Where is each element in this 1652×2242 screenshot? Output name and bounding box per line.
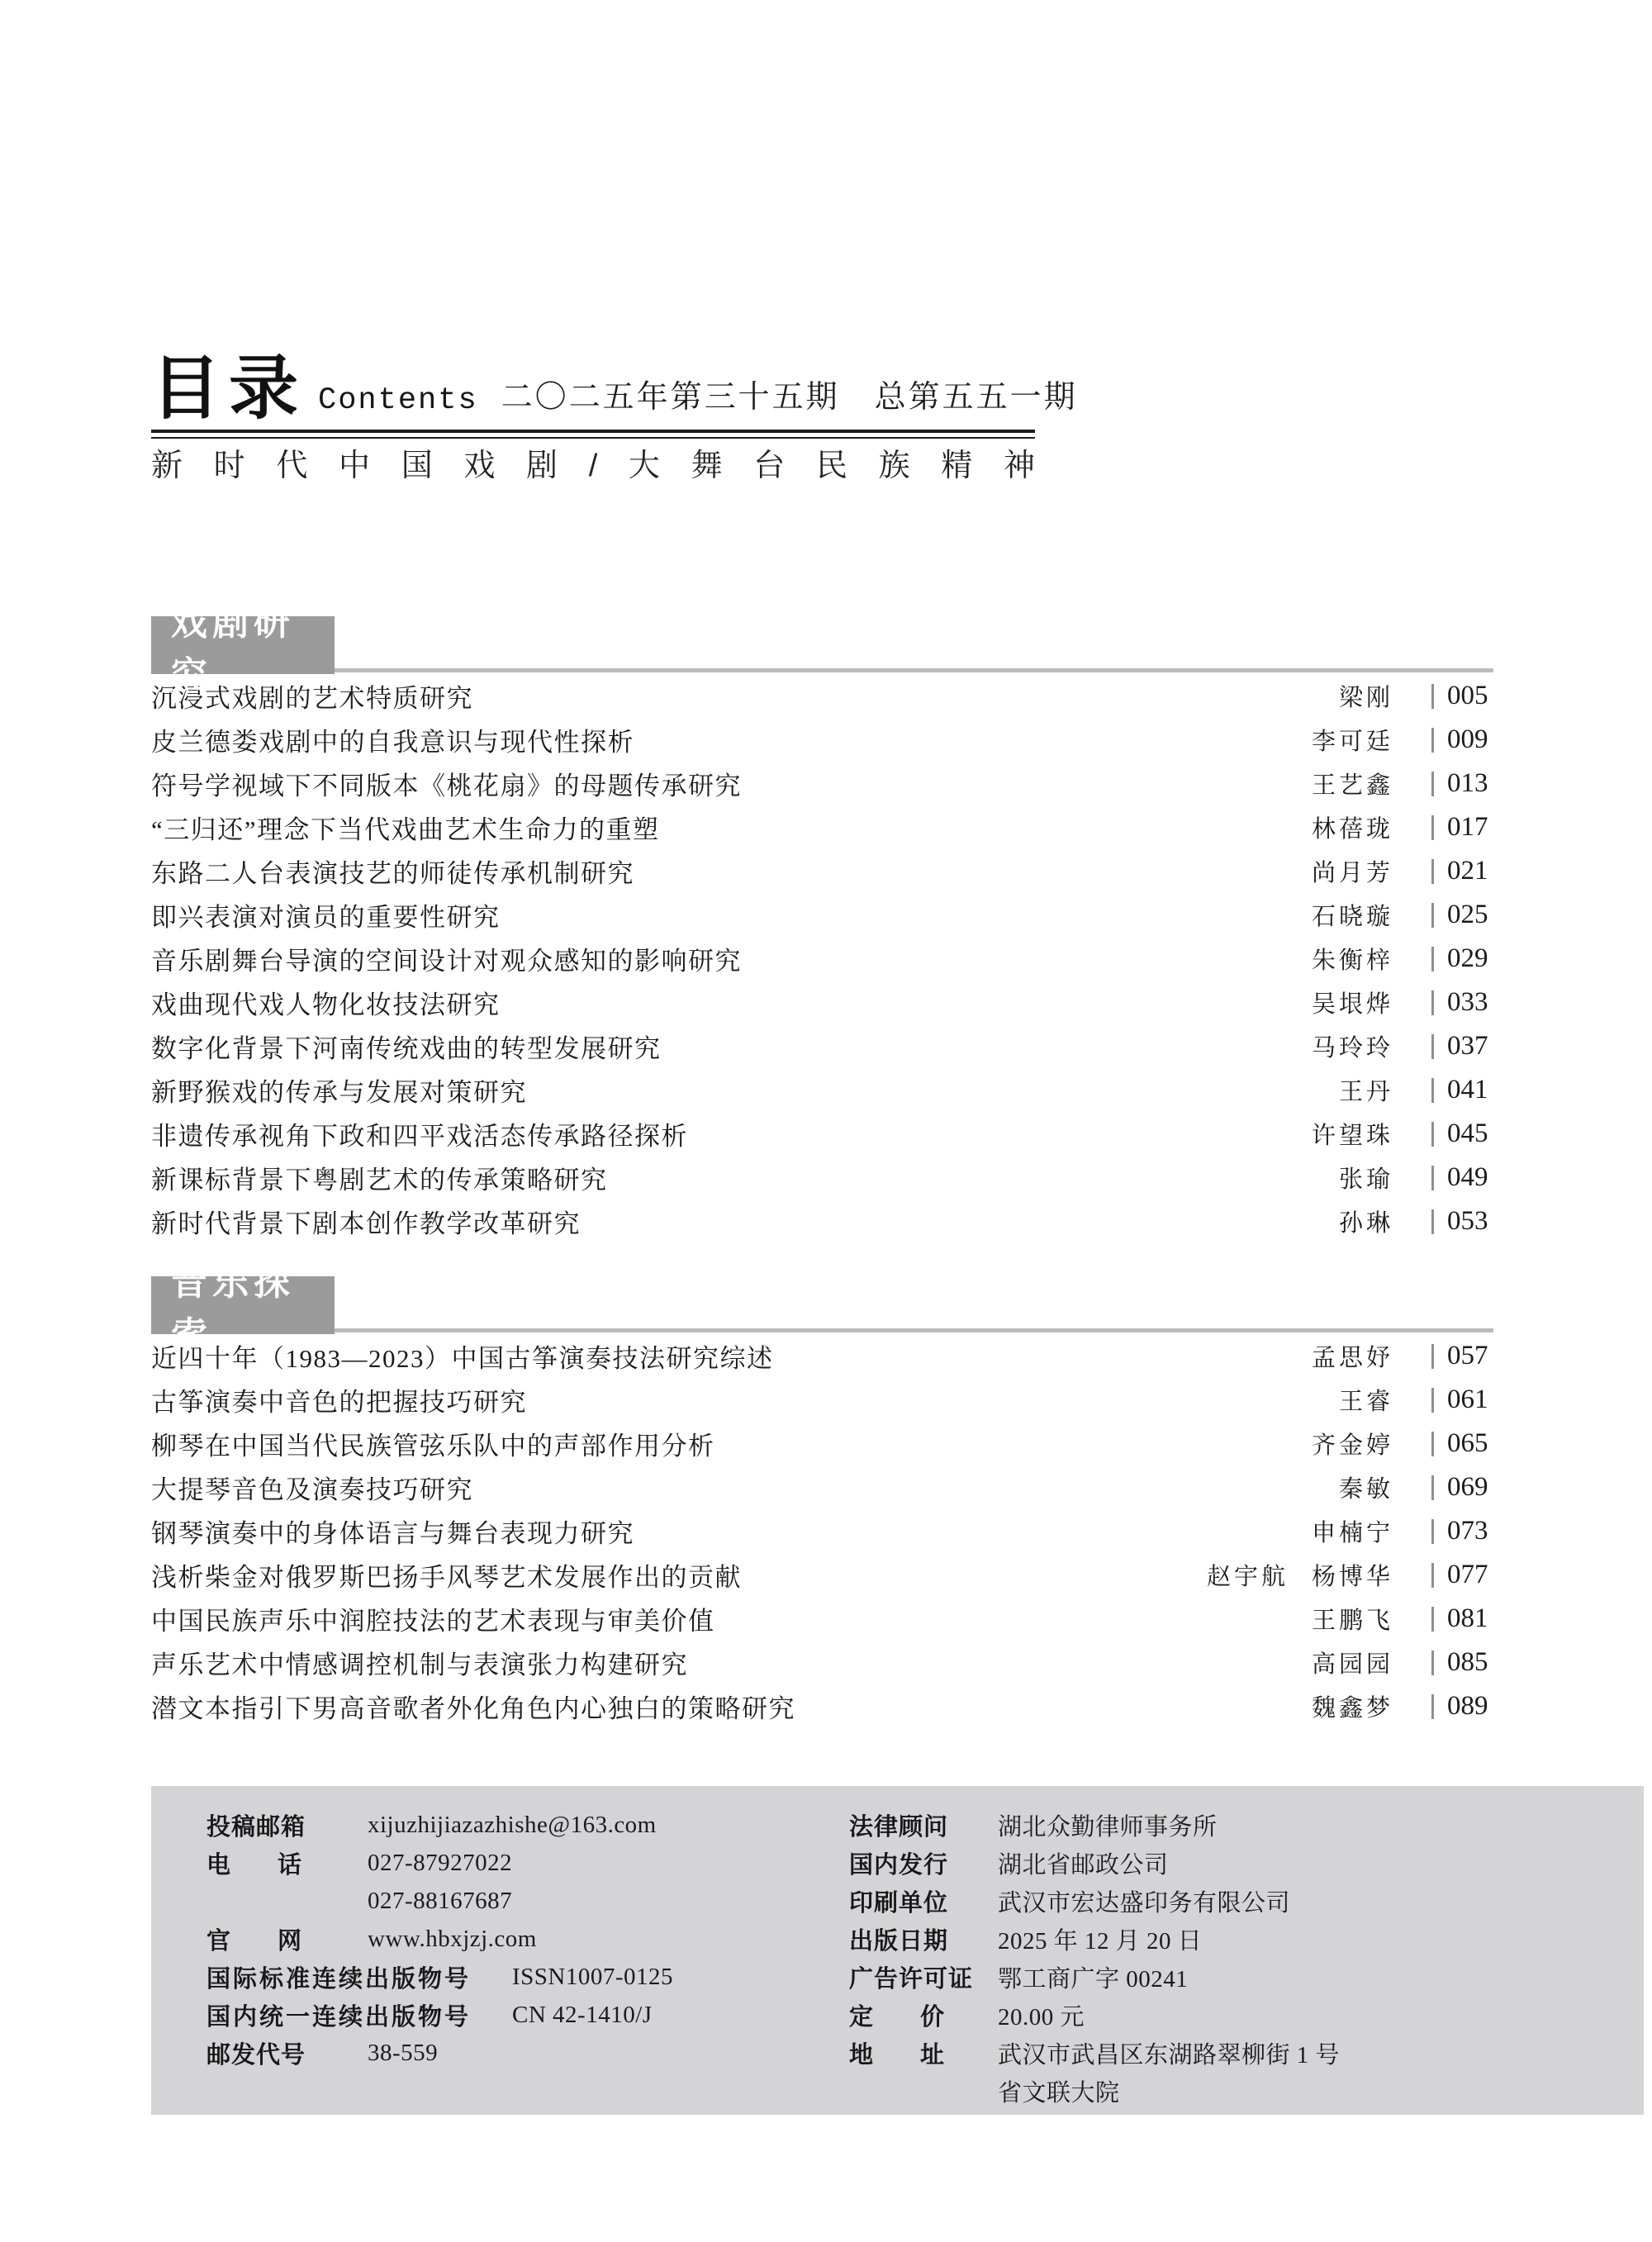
footer-row <box>849 1996 1593 2034</box>
article-row <box>151 1597 1493 1641</box>
article-row <box>151 1024 1493 1068</box>
footer-row <box>849 2072 1593 2110</box>
article-authors <box>1312 1602 1393 1636</box>
section-band-box <box>151 602 335 696</box>
section-band-line <box>151 1328 1493 1332</box>
page-number-divider <box>1431 815 1434 840</box>
subtitle-char: 神 <box>1003 449 1035 483</box>
article-authors <box>1312 1029 1393 1063</box>
article-page-number: 021 <box>1447 856 1488 886</box>
article-row <box>151 1422 1493 1465</box>
footer-label-justified <box>206 1846 302 1880</box>
article-row <box>151 674 1493 718</box>
page-number-divider <box>1431 1694 1434 1719</box>
subtitle-char: 民 <box>815 449 847 483</box>
author-name: 吴垠烨 <box>1311 991 1393 1018</box>
article-authors <box>1312 1427 1393 1461</box>
footer-value: ISSN1007-0125 <box>512 1963 674 1990</box>
footer-label-justified <box>206 1922 302 1956</box>
subtitle-char: 大 <box>628 449 660 483</box>
page-number-divider <box>1431 1651 1434 1675</box>
footer-row <box>849 1920 1593 1958</box>
footer-label: 投稿邮箱 <box>206 1813 306 1841</box>
article-page-number: 009 <box>1447 724 1488 754</box>
author-name: 孟思妤 <box>1311 1345 1393 1371</box>
footer-row <box>849 1806 1593 1844</box>
article-authors <box>1312 854 1393 888</box>
page-number-divider <box>1431 1432 1434 1456</box>
page-number-divider <box>1431 990 1434 1015</box>
footer-label-char: 网 <box>277 1927 302 1955</box>
author-name: 李可廷 <box>1311 729 1393 755</box>
author-name: 王丹 <box>1338 1079 1393 1105</box>
article-title: 潜文本指引下男高音歌者外化角色内心独白的策略研究 <box>151 1694 795 1723</box>
footer-label-char: 定 <box>849 2003 875 2031</box>
article-row <box>151 981 1493 1024</box>
publication-info-footer <box>151 1786 1644 2115</box>
page-subtitle <box>151 449 1035 484</box>
page-number-divider <box>1431 728 1434 753</box>
page-header <box>151 349 1078 427</box>
article-page-number: 029 <box>1447 943 1488 973</box>
footer-label-char: 官 <box>206 1927 232 1955</box>
article-page-number: 077 <box>1447 1560 1488 1589</box>
article-page-number: 081 <box>1447 1603 1488 1633</box>
footer-left-column <box>206 1806 818 2072</box>
page-number-divider <box>1431 947 1434 971</box>
article-authors <box>1312 942 1393 976</box>
footer-row <box>206 1806 818 1844</box>
footer-label <box>849 2036 998 2070</box>
article-row <box>151 1684 1493 1728</box>
author-name: 赵宇航 <box>1206 1564 1289 1590</box>
footer-label-char: 址 <box>919 2041 945 2069</box>
section-articles <box>151 1334 1493 1728</box>
volume-label: 总第五五一期 <box>874 379 1078 415</box>
header-double-rule <box>151 430 1035 439</box>
author-name: 林蓓珑 <box>1311 816 1393 843</box>
footer-label-justified <box>849 1998 945 2032</box>
footer-value: 武汉市宏达盛印务有限公司 <box>998 1889 1291 1917</box>
subtitle-char: 族 <box>878 449 910 483</box>
article-page-number: 041 <box>1447 1075 1488 1104</box>
footer-value: 027-88167687 <box>368 1887 513 1914</box>
article-title: 柳琴在中国当代民族管弦乐队中的声部作用分析 <box>151 1432 715 1461</box>
author-name: 王睿 <box>1338 1389 1393 1415</box>
page-number-divider <box>1431 1607 1434 1632</box>
article-title: 大提琴音色及演奏技巧研究 <box>151 1475 473 1504</box>
article-page-number: 053 <box>1447 1206 1488 1236</box>
article-title: 沉浸式戏剧的艺术特质研究 <box>151 684 473 713</box>
page-number-divider <box>1431 903 1434 928</box>
article-authors <box>1207 1558 1393 1592</box>
article-title: “三归还”理念下当代戏曲艺术生命力的重塑 <box>151 815 660 844</box>
footer-row <box>206 1996 818 2034</box>
article-authors <box>1312 810 1393 844</box>
footer-row <box>206 2034 818 2072</box>
footer-value: 湖北众勤律师事务所 <box>998 1813 1218 1841</box>
article-authors <box>1312 1514 1393 1548</box>
footer-label: 国际标准连续出版物号 <box>206 1965 472 1993</box>
footer-label <box>206 1922 368 1956</box>
author-name: 张瑜 <box>1338 1166 1393 1193</box>
subtitle-char: 代 <box>276 449 308 483</box>
article-title: 声乐艺术中情感调控机制与表演张力构建研究 <box>151 1651 688 1679</box>
subtitle-char: 戏 <box>463 449 496 483</box>
article-authors <box>1312 986 1393 1019</box>
author-name: 梁刚 <box>1338 685 1393 711</box>
footer-row <box>206 1958 818 1996</box>
footer-label: 广告许可证 <box>849 1965 974 1993</box>
page-number-divider <box>1431 1344 1434 1369</box>
page-number-divider <box>1431 1563 1434 1588</box>
article-row <box>151 937 1493 981</box>
article-row <box>151 1199 1493 1243</box>
author-name: 杨博华 <box>1311 1564 1393 1590</box>
subtitle-char: 新 <box>151 449 183 483</box>
article-authors <box>1339 1073 1393 1107</box>
footer-row <box>849 2034 1593 2072</box>
author-name: 孙琳 <box>1338 1210 1393 1237</box>
author-name: 尚月芳 <box>1311 860 1393 886</box>
article-row <box>151 1334 1493 1378</box>
subtitle-char: 国 <box>401 449 433 483</box>
footer-value: 38-559 <box>368 2039 439 2066</box>
footer-value: 027-87927022 <box>368 1849 513 1876</box>
article-row <box>151 1378 1493 1422</box>
article-authors <box>1312 1117 1393 1151</box>
subtitle-char: 精 <box>941 449 973 483</box>
subtitle-char: 时 <box>213 449 245 483</box>
section-band-box <box>151 1262 335 1356</box>
author-name: 王鹏飞 <box>1311 1608 1393 1634</box>
footer-label-char: 电 <box>206 1851 232 1879</box>
author-name: 王艺鑫 <box>1311 772 1393 799</box>
article-authors <box>1339 679 1393 713</box>
subtitle-char: 剧 <box>526 449 558 483</box>
article-page-number: 005 <box>1447 681 1488 710</box>
article-title: 新时代背景下剧本创作教学改革研究 <box>151 1209 581 1238</box>
article-page-number: 037 <box>1447 1031 1488 1061</box>
article-page-number: 017 <box>1447 812 1488 842</box>
footer-value: xijuzhijiazazhishe@163.com <box>368 1811 657 1838</box>
article-page-number: 073 <box>1447 1516 1488 1546</box>
author-name: 申楠宁 <box>1311 1520 1393 1546</box>
article-title: 新课标背景下粤剧艺术的传承策略研究 <box>151 1166 608 1195</box>
article-page-number: 013 <box>1447 768 1488 798</box>
page-number-divider <box>1431 1122 1434 1147</box>
footer-value: 20.00 元 <box>998 2003 1085 2031</box>
article-page-number: 065 <box>1447 1428 1488 1458</box>
article-title: 东路二人台表演技艺的师徒传承机制研究 <box>151 859 634 888</box>
article-title: 新野猴戏的传承与发展对策研究 <box>151 1078 527 1107</box>
section-articles <box>151 674 1493 1243</box>
article-row <box>151 1465 1493 1509</box>
footer-label: 邮发代号 <box>206 2041 306 2069</box>
article-row <box>151 1112 1493 1156</box>
article-authors <box>1312 1646 1393 1679</box>
article-row <box>151 718 1493 762</box>
page-number-divider <box>1431 1166 1434 1190</box>
article-title: 近四十年（1983—2023）中国古筝演奏技法研究综述 <box>151 1344 774 1373</box>
section-band-line <box>151 668 1493 672</box>
article-title: 皮兰德娄戏剧中的自我意识与现代性探析 <box>151 728 634 757</box>
article-page-number: 033 <box>1447 987 1488 1017</box>
page-number-divider <box>1431 1078 1434 1103</box>
article-page-number: 049 <box>1447 1162 1488 1192</box>
subtitle-char: 舞 <box>691 449 723 483</box>
author-name: 齐金婷 <box>1311 1432 1393 1459</box>
article-authors <box>1339 1161 1393 1195</box>
footer-row <box>206 1920 818 1958</box>
article-page-number: 089 <box>1447 1691 1488 1721</box>
footer-label-char: 话 <box>277 1851 302 1879</box>
page-number-divider <box>1431 1475 1434 1500</box>
article-row <box>151 1509 1493 1553</box>
article-title: 中国民族声乐中润腔技法的艺术表现与审美价值 <box>151 1607 715 1636</box>
article-authors <box>1339 1383 1393 1417</box>
page-number-divider <box>1431 684 1434 709</box>
article-authors <box>1339 1204 1393 1238</box>
article-authors <box>1312 1689 1393 1723</box>
author-name: 魏鑫梦 <box>1311 1695 1393 1722</box>
toc-list <box>151 602 1493 1728</box>
footer-value: www.hbxjzj.com <box>368 1925 537 1952</box>
footer-value: 湖北省邮政公司 <box>998 1851 1169 1879</box>
article-page-number: 057 <box>1447 1341 1488 1370</box>
footer-label: 出版日期 <box>849 1927 949 1955</box>
article-row <box>151 805 1493 849</box>
article-title: 戏曲现代戏人物化妆技法研究 <box>151 990 501 1019</box>
author-name: 马玲玲 <box>1311 1035 1393 1062</box>
article-row <box>151 1156 1493 1199</box>
author-name: 朱衡梓 <box>1311 948 1393 974</box>
page-number-divider <box>1431 1209 1434 1234</box>
article-title: 音乐剧舞台导演的空间设计对观众感知的影响研究 <box>151 947 742 976</box>
article-authors <box>1312 723 1393 757</box>
article-page-number: 085 <box>1447 1647 1488 1677</box>
article-page-number: 069 <box>1447 1472 1488 1502</box>
page-number-divider <box>1431 859 1434 884</box>
article-row <box>151 1553 1493 1597</box>
article-title: 非遗传承视角下政和四平戏活态传承路径探析 <box>151 1122 688 1151</box>
page-number-divider <box>1431 1034 1434 1059</box>
footer-row <box>206 1882 818 1920</box>
issue-label: 二〇二五年第三十五期 <box>501 379 840 415</box>
footer-value: 鄂工商广字 00241 <box>998 1965 1189 1993</box>
footer-row <box>849 1882 1593 1920</box>
page-number-divider <box>1431 1388 1434 1413</box>
footer-value: 2025 年 12 月 20 日 <box>998 1927 1203 1955</box>
author-name: 秦敏 <box>1338 1476 1393 1503</box>
section-title: 戏剧研究 <box>171 602 295 696</box>
article-authors <box>1312 767 1393 800</box>
footer-row <box>206 1844 818 1882</box>
subtitle-char: 台 <box>753 449 786 483</box>
footer-label-justified <box>849 2036 945 2070</box>
footer-value: 省文联大院 <box>998 2079 1120 2107</box>
article-title: 数字化背景下河南传统戏曲的转型发展研究 <box>151 1034 662 1063</box>
author-name: 许望珠 <box>1311 1123 1393 1149</box>
subtitle-char: / <box>588 449 598 483</box>
page-title: 目录 <box>151 349 307 427</box>
article-authors <box>1312 1339 1393 1373</box>
footer-value: 武汉市武昌区东湖路翠柳街 1 号 <box>998 2041 1341 2069</box>
footer-label <box>849 1998 998 2032</box>
article-row <box>151 849 1493 893</box>
page-number-divider <box>1431 1519 1434 1544</box>
contents-label: Contents <box>318 382 478 418</box>
article-authors <box>1339 1470 1393 1504</box>
footer-label <box>206 1846 368 1880</box>
article-page-number: 061 <box>1447 1385 1488 1414</box>
article-page-number: 045 <box>1447 1119 1488 1148</box>
footer-label-char: 地 <box>849 2041 875 2069</box>
article-row <box>151 1068 1493 1112</box>
footer-row <box>849 1958 1593 1996</box>
article-row <box>151 762 1493 805</box>
footer-right-column <box>849 1806 1593 2110</box>
article-row <box>151 1641 1493 1684</box>
article-title: 古筝演奏中音色的把握技巧研究 <box>151 1388 527 1417</box>
author-name: 石晓璇 <box>1311 904 1393 930</box>
article-authors <box>1312 898 1393 932</box>
footer-label: 国内发行 <box>849 1851 949 1879</box>
footer-label: 国内统一连续出版物号 <box>206 2003 472 2031</box>
footer-label-char: 价 <box>919 2003 945 2031</box>
footer-label: 法律顾问 <box>849 1813 949 1841</box>
footer-value: CN 42-1410/J <box>512 2001 653 2028</box>
article-title: 即兴表演对演员的重要性研究 <box>151 903 501 932</box>
article-row <box>151 893 1493 937</box>
article-page-number: 025 <box>1447 900 1488 929</box>
article-title: 浅析柴金对俄罗斯巴扬手风琴艺术发展作出的贡献 <box>151 1563 742 1592</box>
page-number-divider <box>1431 772 1434 796</box>
section-title: 音乐探索 <box>171 1262 295 1356</box>
footer-label: 印刷单位 <box>849 1889 949 1917</box>
subtitle-char: 中 <box>339 449 371 483</box>
author-name: 高园园 <box>1311 1651 1393 1678</box>
footer-row <box>849 1844 1593 1882</box>
article-title: 钢琴演奏中的身体语言与舞台表现力研究 <box>151 1519 634 1548</box>
article-title: 符号学视域下不同版本《桃花扇》的母题传承研究 <box>151 772 742 800</box>
